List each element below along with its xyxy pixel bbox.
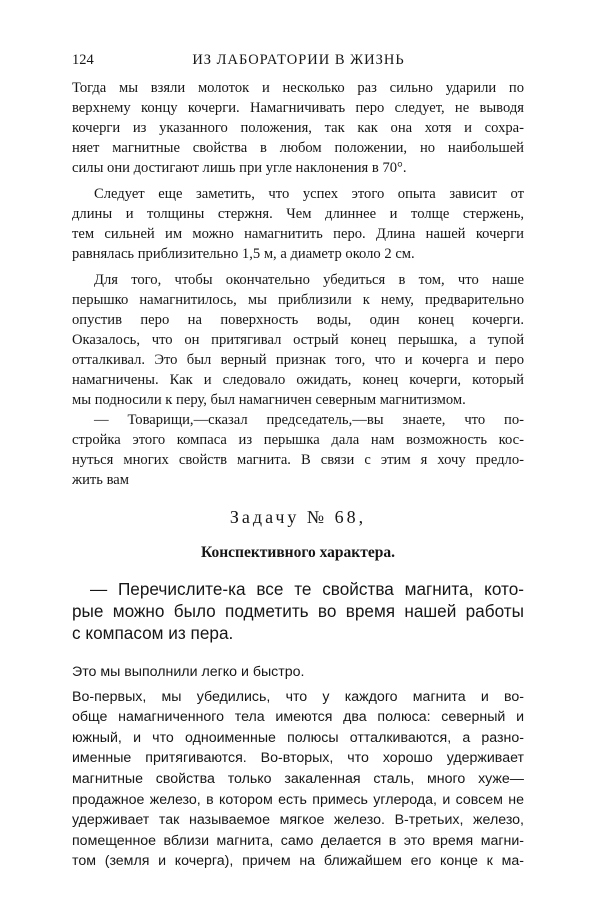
text-line: силы они достигают лишь при угле наклонения в 70°. [72, 160, 407, 176]
paragraph-verification [72, 270, 524, 410]
text-line: продажное железо, в котором есть примесь углерода, и совсем не [72, 791, 524, 808]
text-line: рые можно было подметить во время нашей работы [72, 601, 524, 621]
text-line: обще намагниченного тела имеются два полюса: северный и [72, 709, 524, 726]
text-line: Следует еще заметить, что успех этого опыта зависит от [94, 186, 524, 202]
paragraph-chairman [72, 410, 524, 490]
text-line: отталкивал. Это был верный признак того, что и кочерга и перо [72, 352, 524, 368]
text-line: с компасом из пера. [72, 623, 234, 643]
text-line: длины и толщины стержня. Чем длиннее и толще стержень, [72, 206, 524, 222]
text-line: Оказалось, что он притягивал острый конец перышка, а тупой [72, 332, 524, 348]
text-line: опустив перо на поверхность воды, один конец кочерги. [72, 312, 524, 328]
text-line: кочерги из указанного положения, так как она хотя и сохра- [72, 120, 524, 136]
text-line: удерживает так называемое мягкое железо. В-третьих, железо, [72, 812, 524, 829]
text-line: помещенное вблизи магнита, само делается в это время магни- [72, 832, 524, 849]
text-line: стройка этого компаса из перышка дала нам возможность кос- [72, 432, 524, 448]
text-line: Для того, чтобы окончательно убедиться в том, что наше [94, 272, 524, 288]
page-number: 124 [72, 52, 94, 68]
page-header [72, 50, 525, 70]
text-line: равнялась приблизительно 1,5 м, а диаметр около 2 см. [72, 246, 415, 262]
text-line: Тогда мы взяли молоток и несколько раз сильно ударили по [72, 80, 524, 96]
text-line: мы подносили к перу, был намагничен северным магнитизмом. [72, 392, 466, 408]
running-title: ИЗ ЛАБОРАТОРИИ В ЖИЗНЬ [192, 52, 405, 68]
text-line: намагничены. Как и следовало ожидать, конец кочерги, который [72, 372, 524, 388]
text-line: именные притягиваются. Во-вторых, что хорошо удерживает [72, 750, 524, 767]
problem-title: Задачу № 68, [229, 507, 367, 527]
problem-subtitle: Конспективного характера. [201, 544, 395, 561]
paragraph-rod-length [72, 184, 524, 264]
text-line: Во-первых, мы убедились, что у каждого магнита и во- [72, 688, 524, 705]
text-line: нуться многих свойств магнита. В связи с этим я хочу предло- [72, 452, 524, 468]
page-body [72, 78, 524, 872]
text-line: Это мы выполнили легко и быстро. [72, 664, 305, 680]
text-line: перышко намагнитилось, мы приблизили к нему, предварительно [72, 292, 524, 308]
text-line: том (земля и кочерга), причем на ближайшем его конце к ма- [72, 853, 524, 870]
text-line: няет магнитные свойства в любом положении, но наибольшей [72, 140, 524, 156]
text-line: южный, и что одноименные полюсы отталкиваются, а разно- [72, 729, 524, 746]
text-line: магнитные свойства только закаленная сталь, много хуже— [72, 770, 524, 787]
text-line: верхнему концу кочерги. Намагничивать перо следует, не выводя [72, 100, 524, 116]
text-line: тем сильней им можно намагнитить перо. Длина нашей кочерги [72, 226, 524, 242]
text-line: жить вам [72, 472, 129, 488]
text-line: — Товарищи,—сказал председатель,—вы знаете, что по- [94, 412, 524, 428]
paragraph-hammer [72, 78, 524, 178]
problem-question [72, 578, 524, 644]
answer-paragraph [72, 687, 524, 872]
answer-intro [72, 662, 524, 683]
text-line: — Перечислите-ка все те свойства магнита, кото- [90, 579, 524, 599]
